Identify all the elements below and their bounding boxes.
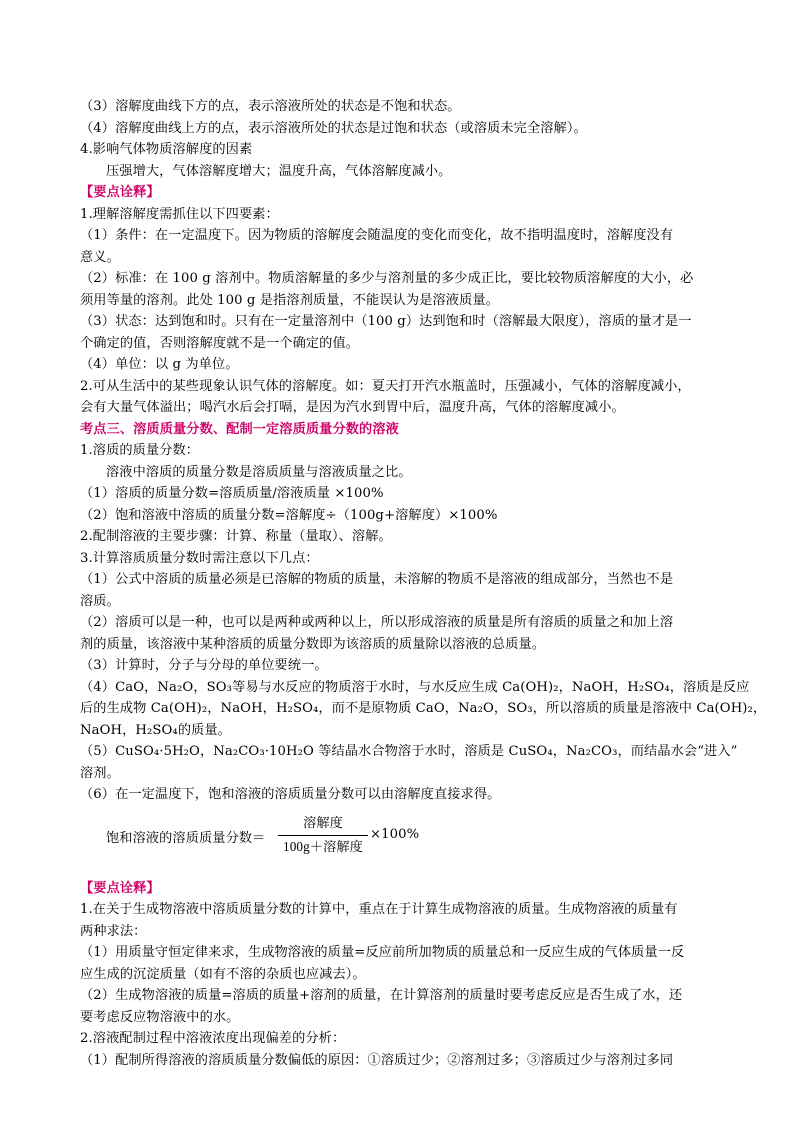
text-line: 会有大量气体溢出；喝汽水后会打嗝，是因为汽水到胃中后，温度升高，气体的溶解度减小。 [80,400,625,415]
section-heading: 4.影响气体物质溶解度的因素 [80,142,253,157]
text-line: 应生成的沉淀质量（如有不溶的杂质也应减去）。 [80,966,366,982]
formula-lhs: 饱和溶液的溶质质量分数＝ [106,830,266,846]
fraction-bar [278,835,368,836]
document-body [80,96,767,1071]
saturated-solution-formula [80,812,716,870]
text-line: （2）标准：在 100 g 溶剂中。物质溶解量的多少与溶剂量的多少成正比，要比较物质溶解度的大小，必 [80,271,694,286]
text-line: 须用等量的溶剂。此处 100 g 是指溶剂质量，不能误认为是溶液质量。 [80,292,499,308]
text-line: （2）饱和溶液中溶质的质量分数=溶解度÷（100g+溶解度）×100% [80,507,498,523]
text-line: （4）CaO，Na₂O，SO₃等易与水反应的物质溶于水时，与水反应生成 Ca(OH)₂，NaOH，H₂SO₄，溶质是反应 [80,679,750,695]
text-line: 2.配制溶液的主要步骤：计算、称量（量取）、溶解。 [80,529,392,544]
text-line: 压强增大，气体溶解度增大；温度升高，气体溶解度减小。 [106,163,452,179]
text-line: 1.理解溶解度需抓住以下四要素： [80,206,279,222]
text-line: 要考虑反应物溶液中的水。 [80,1009,240,1025]
formula-rhs: ×100% [370,826,420,842]
text-line: 3.计算溶质质量分数时需注意以下几点： [80,550,319,566]
text-line: （2）溶质可以是一种，也可以是两种或两种以上，所以形成溶液的质量是所有溶质的质量之和加上溶 [80,615,674,630]
text-line: 1.溶质的质量分数： [80,443,200,458]
text-line: NaOH，H₂SO₄的质量。 [80,722,231,738]
text-line: 后的生成物 Ca(OH)₂，NaOH，H₂SO₄，而不是原物质 CaO，Na₂O，SO₃，所以溶质的质量是溶液中 Ca(OH)₂， [80,701,767,716]
text-line: （1）公式中溶质的质量必须是已溶解的物质的质量，未溶解的物质不是溶液的组成部分，当然也不是 [80,572,674,587]
text-line: （2）生成物溶液的质量=溶质的质量+溶剂的质量，在计算溶剂的质量时要考虑反应是否生成了水，还 [80,988,683,1003]
key-point-tag: 【要点诠释】 [80,185,160,200]
text-line: 意义。 [80,249,120,265]
text-line: 1.在关于生成物溶液中溶质质量分数的计算中，重点在于计算生成物溶液的质量。生成物溶液的质量有 [80,902,678,917]
text-line: （6）在一定温度下，饱和溶液的溶质质量分数可以由溶解度直接求得。 [80,787,501,802]
text-line: 溶液中溶质的质量分数是溶质质量与溶液质量之比。 [106,464,412,480]
text-line: （1）配制所得溶液的溶质质量分数偏低的原因：①溶质过少；②溶剂过多；③溶质过少与溶剂过多同 [80,1052,674,1068]
formula-denominator: 100g＋溶解度 [283,838,363,854]
text-line: （1）溶质的质量分数=溶质质量/溶液质量 ×100% [80,486,384,501]
formula-numerator: 溶解度 [303,815,343,831]
text-line: （4）溶解度曲线上方的点，表示溶液所处的状态是过饱和状态（或溶质未完全溶解）。 [80,120,587,136]
text-line: （3）计算时，分子与分母的单位要统一。 [80,658,328,673]
text-line: 剂的质量，该溶液中某种溶质的质量分数即为该溶质的质量除以溶液的总质量。 [80,636,546,652]
text-line: （3）溶解度曲线下方的点，表示溶液所处的状态是不饱和状态。 [80,99,461,114]
text-line: 个确定的值，否则溶解度就不是一个确定的值。 [80,335,360,351]
text-line: （3）状态：达到饱和时。只有在一定量溶剂中（100 g）达到饱和时（溶解最大限度），溶质的量才是一 [80,314,692,329]
formula-fraction [278,814,368,857]
text-line: 2.溶液配制过程中溶液浓度出现偏差的分析： [80,1031,346,1046]
text-line: 2.可从生活中的某些现象认识气体的溶解度。如：夏天打开汽水瓶盖时，压强减小，气体的溶解度减小， [80,378,691,394]
text-line: （4）单位：以 g 为单位。 [80,357,239,372]
section-heading-3: 考点三、溶质质量分数、配制一定溶质质量分数的溶液 [80,421,399,437]
text-line: （1）条件：在一定温度下。因为物质的溶解度会随温度的变化而变化，故不指明温度时，溶解度没有 [80,228,674,243]
text-line: 溶质。 [80,593,120,609]
text-line: （5）CuSO₄·5H₂O，Na₂CO₃·10H₂O 等结晶水合物溶于水时，溶质是 CuSO₄，Na₂CO₃，而结晶水会“进入” [80,744,738,759]
text-line: 两种求法： [80,923,147,939]
text-line: 溶剂。 [80,765,120,781]
key-point-tag: 【要点诠释】 [80,880,160,896]
text-line: （1）用质量守恒定律来求，生成物溶液的质量=反应前所加物质的质量总和一反应生成的气体质量一反 [80,945,685,960]
